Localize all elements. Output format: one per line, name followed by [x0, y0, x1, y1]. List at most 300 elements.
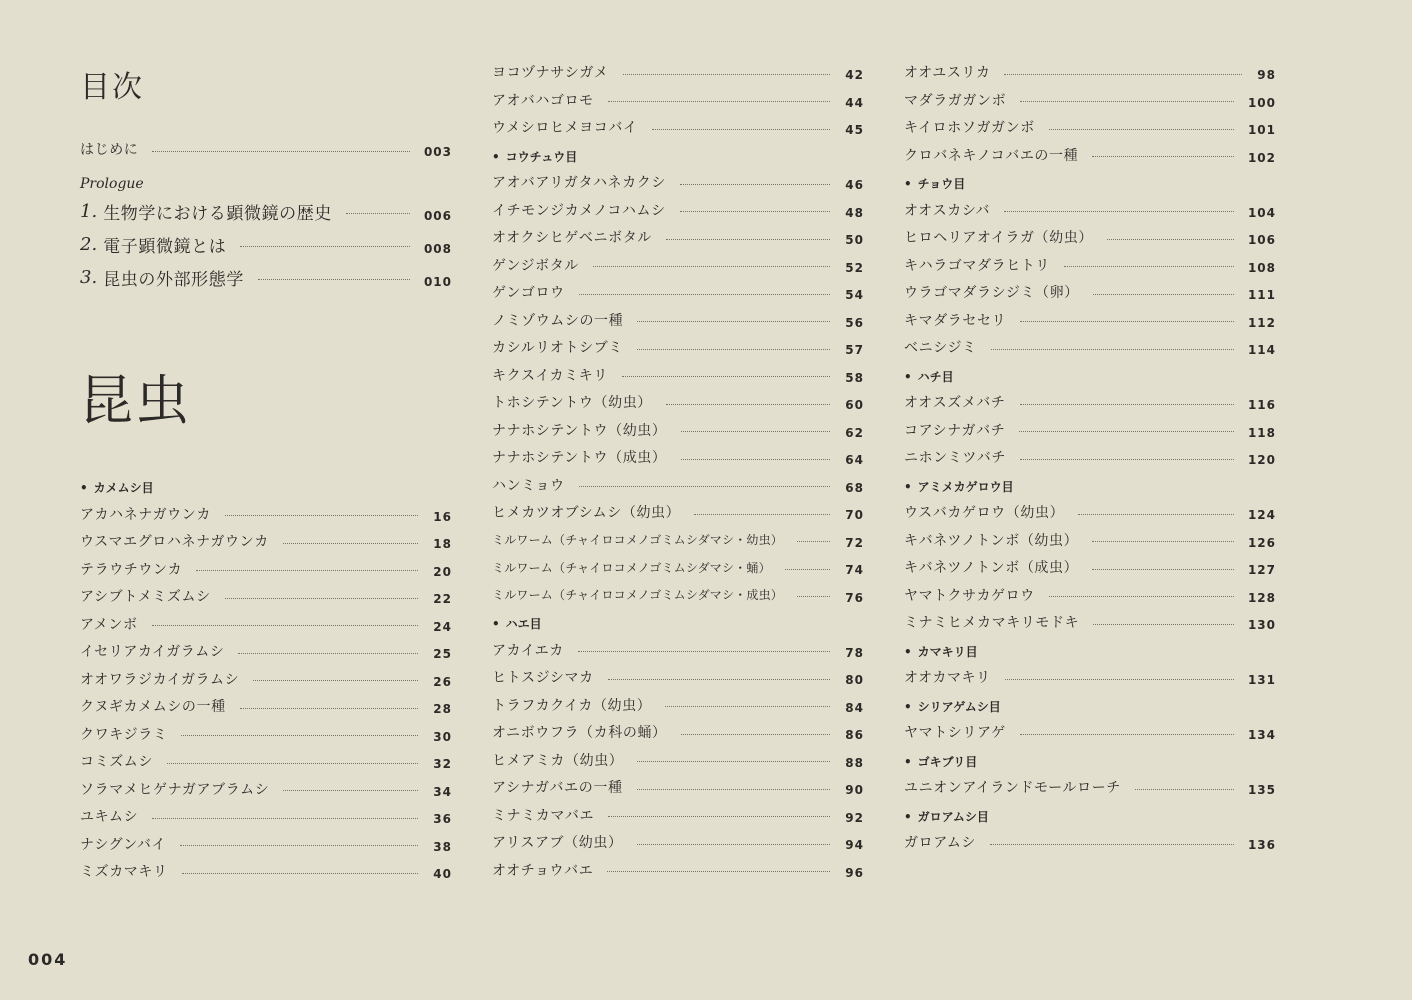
- toc-entry[interactable]: [80, 639, 452, 663]
- dot-leader: [283, 790, 418, 791]
- category-label: シリアゲムシ目: [917, 699, 1001, 714]
- entry-page: 010: [423, 275, 452, 289]
- entry-page: 116: [1247, 398, 1276, 412]
- bullet-icon: •: [492, 149, 500, 164]
- entry-page: 136: [1247, 838, 1276, 852]
- category-label: コウチュウ目: [505, 149, 578, 164]
- toc-entry[interactable]: [80, 694, 452, 718]
- entry-label: オオスカシバ: [904, 202, 991, 219]
- toc-entry-prologue-1[interactable]: [80, 196, 452, 226]
- toc-entry[interactable]: [904, 830, 1276, 854]
- dot-leader: [181, 735, 418, 736]
- entry-label: はじめに: [80, 142, 139, 158]
- toc-entry[interactable]: [904, 583, 1276, 607]
- toc-entry[interactable]: [904, 418, 1276, 442]
- entry-label: アカハネナガウンカ: [80, 506, 211, 523]
- entry-label: ミナミカマバエ: [492, 807, 595, 824]
- dot-leader: [785, 569, 830, 570]
- category-heading: [80, 479, 154, 496]
- entry-page: 30: [433, 729, 452, 744]
- entry-page: 108: [1247, 260, 1276, 275]
- dot-leader: [152, 151, 410, 152]
- entry-label: ミナミヒメカマキリモドキ: [904, 615, 1080, 631]
- entry-page: 130: [1247, 618, 1276, 632]
- toc-entry[interactable]: [904, 280, 1276, 304]
- entry-label: ヒトスジシマカ: [492, 670, 594, 686]
- dot-leader: [623, 74, 830, 75]
- entry-page: 36: [433, 812, 452, 826]
- entry-number: 2.: [80, 233, 98, 255]
- toc-entry[interactable]: [904, 253, 1276, 277]
- toc-entry[interactable]: [904, 445, 1276, 469]
- toc-title: 目次: [80, 70, 144, 105]
- entry-label: テラウチウンカ: [80, 561, 183, 578]
- entry-page: 60: [845, 398, 864, 412]
- dot-leader: [1093, 624, 1234, 625]
- toc-entry[interactable]: [904, 500, 1276, 524]
- entry-label: キハラゴマダラヒトリ: [904, 257, 1050, 274]
- entry-label: キバネツノトンボ（成虫）: [904, 560, 1079, 576]
- toc-entry[interactable]: [492, 858, 864, 882]
- dot-leader: [622, 376, 830, 377]
- entry-page: 22: [433, 592, 452, 606]
- dot-leader: [680, 211, 830, 212]
- toc-entry[interactable]: [80, 667, 452, 691]
- dot-leader: [1092, 569, 1234, 570]
- toc-entry[interactable]: [904, 665, 1276, 689]
- page-number: 004: [28, 950, 68, 969]
- entry-label: マダラガガンボ: [904, 92, 1007, 109]
- toc-entry[interactable]: [904, 528, 1276, 552]
- toc-entry[interactable]: [904, 143, 1276, 167]
- entry-page: 38: [433, 839, 452, 854]
- entry-page: 16: [433, 509, 452, 524]
- dot-leader: [666, 404, 830, 405]
- entry-label: ハンミョウ: [492, 477, 565, 494]
- toc-entry[interactable]: [492, 88, 864, 112]
- section-title: 昆虫: [79, 369, 191, 432]
- category-label: ハエ目: [505, 617, 542, 631]
- bullet-icon: •: [904, 479, 912, 494]
- bullet-icon: •: [492, 617, 500, 631]
- entry-label: ヒメアミカ（幼虫）: [492, 752, 624, 769]
- category-heading: [492, 148, 577, 165]
- entry-page: 008: [423, 242, 452, 256]
- dot-leader: [1107, 239, 1234, 240]
- entry-page: 56: [845, 315, 864, 330]
- toc-entry-prologue-2[interactable]: [80, 229, 452, 259]
- entry-page: 68: [845, 480, 864, 495]
- toc-entry[interactable]: [492, 445, 864, 469]
- toc-entry[interactable]: [492, 693, 864, 717]
- dot-leader: [167, 763, 418, 764]
- entry-label: アシナガバエの一種: [492, 780, 623, 796]
- toc-entry[interactable]: [904, 390, 1276, 414]
- bullet-icon: •: [904, 369, 912, 384]
- entry-page: 44: [845, 95, 864, 110]
- toc-entry[interactable]: [492, 555, 864, 579]
- entry-label: カシルリオトシブミ: [492, 340, 623, 356]
- dot-leader: [1004, 74, 1242, 75]
- entry-page: 74: [845, 563, 864, 577]
- entry-page: 124: [1247, 508, 1276, 522]
- toc-entry[interactable]: [80, 777, 452, 801]
- toc-entry[interactable]: [80, 832, 452, 856]
- entry-page: 42: [845, 68, 864, 82]
- toc-entry[interactable]: [492, 115, 864, 139]
- dot-leader: [238, 653, 418, 654]
- toc-entry[interactable]: [904, 308, 1276, 332]
- dot-leader: [681, 459, 831, 460]
- entry-label: ウスバカゲロウ（幼虫）: [904, 505, 1065, 521]
- dot-leader: [608, 816, 830, 817]
- category-heading: [904, 808, 989, 825]
- entry-page: 45: [845, 123, 864, 137]
- toc-entry[interactable]: [904, 555, 1276, 579]
- entry-label: 昆虫の外部形態学: [103, 269, 244, 290]
- entry-page: 64: [845, 453, 864, 467]
- dot-leader: [991, 349, 1234, 350]
- entry-page: 26: [433, 674, 452, 689]
- entry-page: 46: [845, 178, 864, 192]
- dot-leader: [608, 101, 830, 102]
- entry-page: 114: [1247, 343, 1276, 357]
- dot-leader: [637, 761, 830, 762]
- entry-label: オニボウフラ（カ科の蛹）: [492, 725, 667, 741]
- toc-entry[interactable]: [80, 804, 452, 828]
- entry-label: ウラゴマダラシジミ（卵）: [904, 285, 1079, 301]
- toc-entry[interactable]: [904, 225, 1276, 249]
- entry-label: ソラマメヒゲナガアブラムシ: [80, 781, 270, 798]
- category-heading: [904, 175, 965, 192]
- bullet-icon: •: [904, 754, 912, 769]
- category-heading: [904, 643, 978, 660]
- entry-page: 101: [1247, 123, 1276, 137]
- entry-label: アリスアブ（幼虫）: [492, 835, 623, 851]
- toc-entry[interactable]: [80, 502, 452, 526]
- toc-entry[interactable]: [492, 280, 864, 304]
- entry-label: アカイエカ: [492, 642, 564, 659]
- entry-page: 24: [433, 619, 452, 634]
- dot-leader: [694, 514, 830, 515]
- toc-entry[interactable]: [80, 557, 452, 581]
- entry-page: 48: [845, 205, 864, 220]
- dot-leader: [1005, 679, 1234, 680]
- entry-label: ノミゾウムシの一種: [492, 312, 624, 329]
- entry-label: アオバアリガタハネカクシ: [492, 175, 666, 191]
- entry-page: 28: [433, 702, 452, 716]
- entry-label: キイロホソガガンボ: [904, 120, 1035, 136]
- prologue-label: Prologue: [80, 176, 144, 192]
- toc-entry[interactable]: [492, 720, 864, 744]
- dot-leader: [253, 680, 418, 681]
- entry-page: 32: [433, 757, 452, 771]
- dot-leader: [593, 266, 830, 267]
- dot-leader: [681, 431, 831, 432]
- dot-leader: [346, 213, 410, 214]
- entry-label: ウメシロヒメヨコバイ: [492, 120, 638, 136]
- category-heading: [904, 753, 977, 770]
- entry-label: イセリアカイガラムシ: [80, 644, 225, 660]
- entry-label: オオスズメバチ: [904, 395, 1006, 411]
- entry-label: ナナホシテントウ（成虫）: [492, 450, 667, 466]
- dot-leader: [1020, 321, 1234, 322]
- entry-label: ゲンゴロウ: [492, 285, 565, 301]
- category-label: ガロアムシ目: [917, 809, 989, 824]
- toc-entry[interactable]: [904, 115, 1276, 139]
- entry-label: オオワラジカイガラムシ: [80, 671, 240, 688]
- dot-leader: [1078, 514, 1234, 515]
- dot-leader: [797, 596, 830, 597]
- dot-leader: [225, 515, 418, 516]
- entry-page: 80: [845, 673, 864, 687]
- dot-leader: [258, 279, 410, 280]
- entry-page: 57: [845, 343, 864, 357]
- entry-label: アメンボ: [80, 616, 138, 633]
- dot-leader: [182, 873, 418, 874]
- dot-leader: [579, 486, 830, 487]
- toc-entry[interactable]: [492, 665, 864, 689]
- entry-label: オオクシヒゲベニボタル: [492, 230, 652, 246]
- entry-label: キクスイカミキリ: [492, 367, 608, 384]
- toc-entry-intro[interactable]: [80, 137, 452, 161]
- entry-page: 18: [433, 537, 452, 551]
- dot-leader: [681, 734, 830, 735]
- entry-label: ウスマエグロハネナガウンカ: [80, 534, 269, 550]
- entry-label: ヒロヘリアオイラガ（幼虫）: [904, 230, 1093, 246]
- entry-number: 1.: [80, 200, 98, 222]
- entry-page: 90: [845, 783, 864, 797]
- entry-label: アオバハゴロモ: [492, 92, 594, 109]
- entry-page: 126: [1247, 535, 1276, 550]
- dot-leader: [1093, 294, 1234, 295]
- dot-leader: [196, 570, 418, 571]
- entry-label: ミズカマキリ: [80, 864, 168, 880]
- entry-page: 50: [845, 233, 864, 247]
- toc-entry[interactable]: [492, 748, 864, 772]
- toc-entry[interactable]: [904, 335, 1276, 359]
- category-label: アミメカゲロウ目: [917, 479, 1014, 494]
- entry-label: ヨコヅナサシガメ: [492, 65, 609, 81]
- entry-page: 006: [423, 209, 452, 223]
- entry-page: 127: [1247, 563, 1276, 577]
- dot-leader: [1049, 129, 1234, 130]
- entry-label: キマダラセセリ: [904, 312, 1007, 329]
- entry-page: 112: [1247, 315, 1276, 330]
- category-heading: [904, 368, 954, 385]
- toc-entry[interactable]: [904, 775, 1276, 799]
- entry-page: 118: [1247, 425, 1276, 440]
- dot-leader: [1135, 789, 1234, 790]
- entry-label: イチモンジカメノコハムシ: [492, 202, 666, 219]
- dot-leader: [1092, 541, 1234, 542]
- toc-entry[interactable]: [492, 308, 864, 332]
- entry-label: アシブトメミズムシ: [80, 589, 211, 605]
- entry-page: 20: [433, 564, 452, 579]
- toc-entry[interactable]: [80, 722, 452, 746]
- toc-entry[interactable]: [80, 612, 452, 636]
- dot-leader: [652, 129, 830, 130]
- toc-entry[interactable]: [80, 859, 452, 883]
- dot-leader: [240, 708, 418, 709]
- entry-label: クロバネキノコバエの一種: [904, 147, 1079, 164]
- dot-leader: [180, 845, 418, 846]
- toc-entry[interactable]: [904, 198, 1276, 222]
- category-label: カマキリ目: [917, 644, 978, 659]
- toc-entry[interactable]: [492, 390, 864, 414]
- dot-leader: [637, 844, 830, 845]
- bullet-icon: •: [904, 177, 912, 191]
- entry-page: 135: [1247, 783, 1276, 797]
- toc-entry[interactable]: [492, 418, 864, 442]
- entry-label: 生物学における顕微鏡の歴史: [103, 203, 332, 224]
- entry-page: 003: [423, 145, 452, 159]
- entry-page: 128: [1247, 590, 1276, 605]
- category-label: カメムシ目: [93, 481, 154, 495]
- entry-page: 96: [845, 865, 864, 880]
- dot-leader: [152, 625, 418, 626]
- category-label: チョウ目: [917, 177, 966, 191]
- entry-label: ミルワーム（チャイロコメノゴミムシダマシ・幼虫）: [492, 533, 784, 547]
- dot-leader: [152, 818, 418, 819]
- entry-label: キバネツノトンボ（幼虫）: [904, 532, 1079, 549]
- dot-leader: [797, 541, 830, 542]
- entry-page: 102: [1247, 150, 1276, 165]
- toc-entry[interactable]: [904, 610, 1276, 634]
- dot-leader: [666, 239, 830, 240]
- dot-leader: [283, 543, 418, 544]
- entry-page: 34: [433, 784, 452, 799]
- dot-leader: [240, 246, 410, 247]
- entry-label: クヌギカメムシの一種: [80, 699, 226, 715]
- entry-label: コミズムシ: [80, 754, 153, 770]
- entry-page: 84: [845, 700, 864, 715]
- dot-leader: [1020, 101, 1234, 102]
- entry-page: 86: [845, 728, 864, 742]
- entry-label: ベニシジミ: [904, 340, 977, 356]
- entry-label: トホシテントウ（幼虫）: [492, 395, 652, 411]
- dot-leader: [608, 679, 830, 680]
- toc-entry[interactable]: [492, 363, 864, 387]
- category-heading: [904, 478, 1014, 495]
- toc-entry[interactable]: [492, 500, 864, 524]
- category-label: ハチ目: [917, 369, 954, 384]
- toc-entry[interactable]: [492, 253, 864, 277]
- toc-entry[interactable]: [492, 473, 864, 497]
- toc-entry[interactable]: [492, 803, 864, 827]
- toc-entry[interactable]: [492, 528, 864, 552]
- dot-leader: [1049, 596, 1234, 597]
- toc-entry[interactable]: [904, 720, 1276, 744]
- toc-entry[interactable]: [492, 583, 864, 607]
- dot-leader: [578, 651, 830, 652]
- entry-page: 100: [1247, 95, 1276, 110]
- category-heading: [492, 615, 542, 632]
- dot-leader: [637, 789, 830, 790]
- toc-entry[interactable]: [80, 584, 452, 608]
- toc-entry[interactable]: [904, 88, 1276, 112]
- entry-label: ユニオンアイランドモールローチ: [904, 780, 1121, 796]
- entry-label: 電子顕微鏡とは: [103, 236, 227, 257]
- dot-leader: [680, 184, 830, 185]
- dot-leader: [1004, 211, 1234, 212]
- entry-page: 25: [433, 647, 452, 661]
- entry-label: コアシナガバチ: [904, 422, 1006, 439]
- bullet-icon: •: [904, 809, 912, 824]
- dot-leader: [637, 349, 830, 350]
- entry-label: ミルワーム（チャイロコメノゴミムシダマシ・成虫）: [492, 588, 784, 602]
- toc-entry[interactable]: [492, 830, 864, 854]
- entry-label: ユキムシ: [80, 809, 139, 825]
- bullet-icon: •: [904, 699, 912, 714]
- entry-label: ヤマトクサカゲロウ: [904, 587, 1035, 604]
- bullet-icon: •: [904, 644, 912, 659]
- entry-page: 94: [845, 838, 864, 852]
- entry-page: 98: [1257, 68, 1276, 82]
- entry-page: 62: [845, 425, 864, 440]
- entry-page: 131: [1247, 673, 1276, 687]
- toc-entry[interactable]: [80, 529, 452, 553]
- entry-label: オオカマキリ: [904, 670, 991, 686]
- toc-entry[interactable]: [492, 170, 864, 194]
- toc-entry[interactable]: [492, 335, 864, 359]
- entry-page: 134: [1247, 728, 1276, 742]
- entry-page: 111: [1247, 288, 1276, 302]
- entry-page: 92: [845, 810, 864, 825]
- entry-label: ニホンミツバチ: [904, 450, 1006, 466]
- entry-page: 52: [845, 260, 864, 275]
- entry-number: 3.: [80, 266, 98, 288]
- entry-label: ナシグンバイ: [80, 836, 167, 853]
- toc-entry[interactable]: [492, 198, 864, 222]
- dot-leader: [1092, 156, 1234, 157]
- entry-page: 106: [1247, 233, 1276, 247]
- entry-page: 78: [845, 645, 864, 660]
- toc-entry[interactable]: [80, 749, 452, 773]
- entry-label: オオユスリカ: [904, 65, 991, 81]
- entry-page: 120: [1247, 453, 1276, 467]
- entry-label: オオチョウバエ: [492, 862, 594, 879]
- entry-page: 72: [845, 535, 864, 550]
- entry-label: トラフカクイカ（幼虫）: [492, 697, 652, 714]
- toc-entry[interactable]: [492, 638, 864, 662]
- toc-entry-prologue-3[interactable]: [80, 262, 452, 292]
- category-heading: [904, 698, 1001, 715]
- entry-label: ナナホシテントウ（幼虫）: [492, 422, 667, 439]
- dot-leader: [1020, 404, 1234, 405]
- bullet-icon: •: [80, 481, 88, 495]
- entry-label: クワキジラミ: [80, 726, 168, 743]
- toc-entry[interactable]: [492, 225, 864, 249]
- toc-entry[interactable]: [904, 60, 1276, 84]
- entry-page: 40: [433, 867, 452, 881]
- toc-entry[interactable]: [492, 775, 864, 799]
- entry-label: ヒメカツオブシムシ（幼虫）: [492, 505, 681, 521]
- category-label: ゴキブリ目: [917, 754, 978, 769]
- entry-page: 58: [845, 370, 864, 385]
- dot-leader: [1064, 266, 1234, 267]
- dot-leader: [990, 844, 1234, 845]
- entry-page: 88: [845, 755, 864, 770]
- dot-leader: [579, 294, 830, 295]
- dot-leader: [1019, 431, 1234, 432]
- entry-page: 76: [845, 590, 864, 605]
- entry-page: 104: [1247, 205, 1276, 220]
- entry-page: 54: [845, 288, 864, 302]
- toc-entry[interactable]: [492, 60, 864, 84]
- entry-page: 70: [845, 508, 864, 522]
- entry-label: ヤマトシリアゲ: [904, 725, 1006, 741]
